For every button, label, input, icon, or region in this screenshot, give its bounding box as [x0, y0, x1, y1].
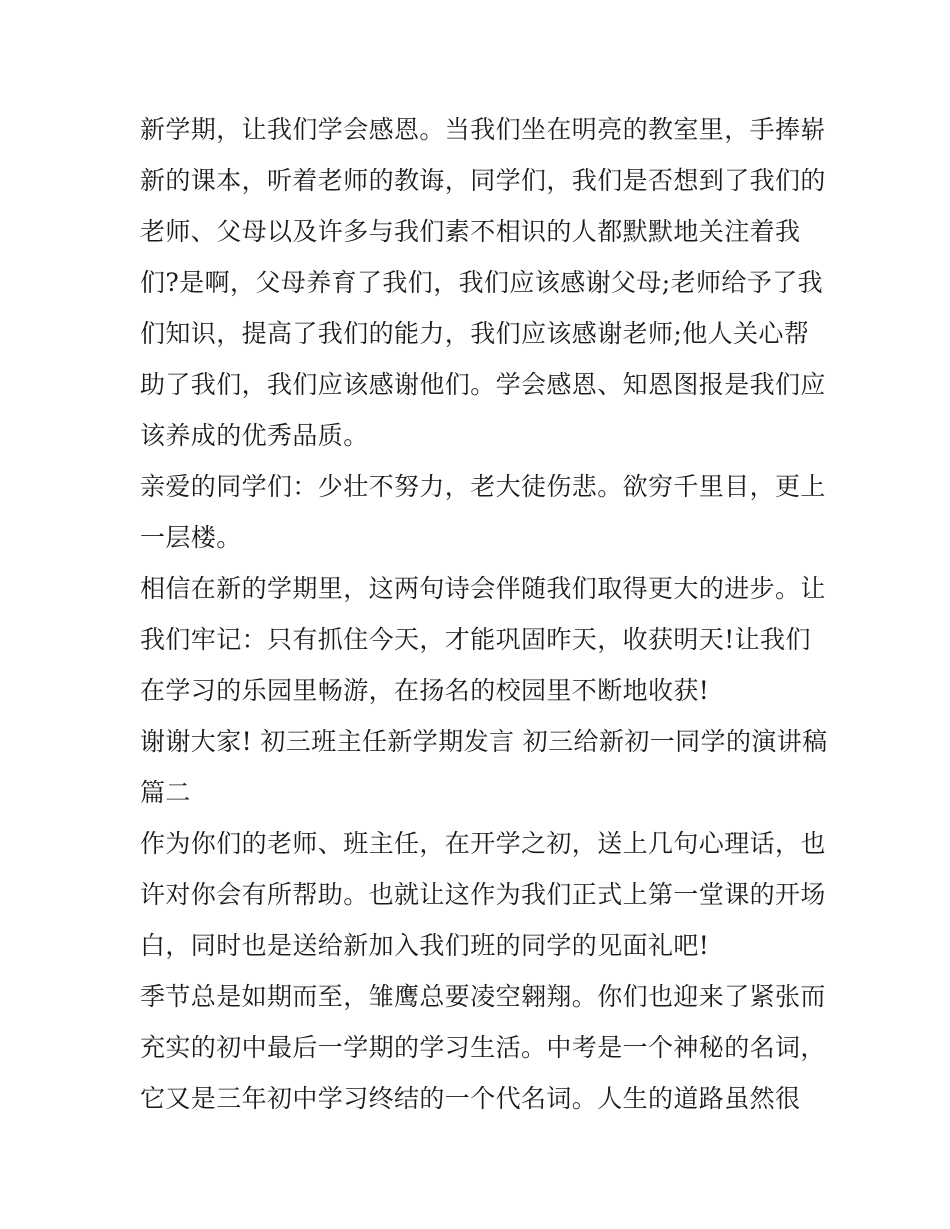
- text-line: 一层楼。: [140, 523, 242, 552]
- paragraph-progress: [140, 563, 826, 716]
- text-line: 充实的初中最后一学期的学习生活。中考是一个神秘的名词，: [140, 1033, 826, 1062]
- text-line: 新的课本，听着老师的教诲，同学们，我们是否想到了我们的: [140, 166, 826, 195]
- paragraph-gratitude: [140, 104, 826, 461]
- text-line: 该养成的优秀品质。: [140, 421, 369, 450]
- text-line: 它又是三年初中学习终结的一个代名词。人生的道路虽然很: [140, 1084, 801, 1113]
- text-line: 助了我们，我们应该感谢他们。学会感恩、知恩图报是我们应: [140, 370, 826, 399]
- text-line: 老师、父母以及许多与我们素不相识的人都默默地关注着我: [140, 217, 801, 246]
- text-line: 们知识，提高了我们的能力，我们应该感谢老师;他人关心帮: [140, 319, 810, 348]
- section-heading: 篇二: [140, 778, 191, 807]
- text-line: 谢谢大家! 初三班主任新学期发言 初三给新初一同学的演讲稿: [140, 727, 828, 756]
- text-line: 在学习的乐园里畅游，在扬名的校园里不断地收获!: [140, 676, 710, 705]
- paragraph-teacher-intro: [140, 818, 826, 971]
- text-line: 许对你会有所帮助。也就让这作为我们正式上第一堂课的开场: [140, 880, 826, 909]
- text-line: 作为你们的老师、班主任，在开学之初，送上几句心理话，也: [140, 829, 826, 858]
- text-line: 我们牢记：只有抓住今天，才能巩固昨天，收获明天!让我们: [140, 625, 811, 654]
- paragraph-poem: [140, 461, 826, 563]
- paragraph-thanks-and-heading: [140, 716, 828, 818]
- text-line: 亲爱的同学们：少壮不努力，老大徒伤悲。欲穷千里目，更上: [140, 472, 826, 501]
- text-line: 相信在新的学期里，这两句诗会伴随我们取得更大的进步。让: [140, 574, 826, 603]
- text-line: 季节总是如期而至，雏鹰总要凌空翱翔。你们也迎来了紧张而: [140, 982, 826, 1011]
- text-line: 白，同时也是送给新加入我们班的同学的见面礼吧!: [140, 931, 710, 960]
- text-line: 新学期，让我们学会感恩。当我们坐在明亮的教室里，手捧崭: [140, 115, 826, 144]
- text-line: 们?是啊，父母养育了我们，我们应该感谢父母;老师给予了我: [140, 268, 824, 297]
- document-body: [140, 104, 828, 1124]
- paragraph-season: [140, 971, 826, 1124]
